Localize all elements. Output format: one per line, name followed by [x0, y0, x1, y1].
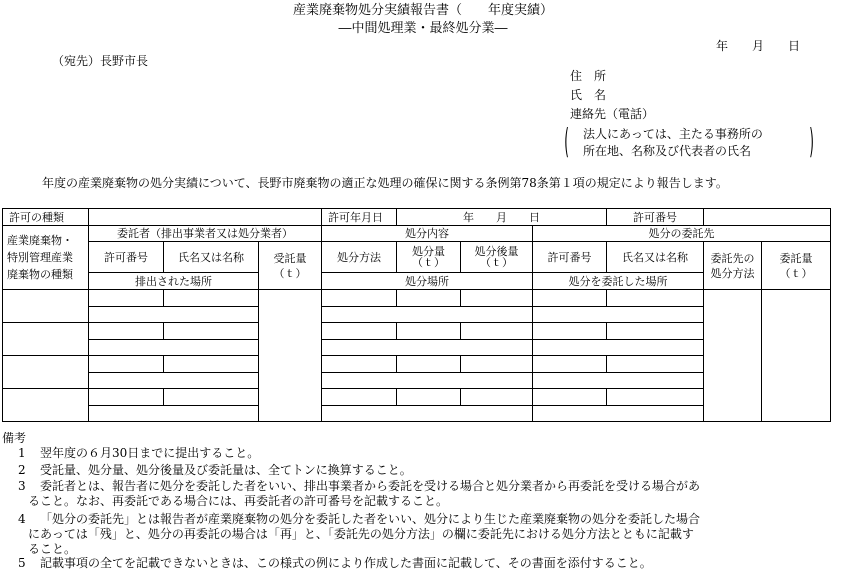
consignor-permit-no-cell[interactable] — [89, 323, 164, 340]
consigned-amount-cell[interactable] — [762, 290, 831, 422]
waste-type-cell[interactable] — [3, 356, 89, 389]
permit-number-field[interactable] — [704, 209, 831, 226]
consignor-name-cell[interactable] — [164, 290, 259, 307]
consigned-place-cell[interactable] — [533, 340, 704, 356]
waste-type-cell[interactable] — [3, 290, 89, 323]
disposal-amount-header: 処分量 （ｔ） — [397, 242, 461, 273]
received-amount-header: 受託量 （ｔ） — [259, 242, 322, 290]
report-date: 年 月 日 — [716, 39, 801, 53]
consignor-name-header: 氏名又は名称 — [164, 242, 259, 273]
consignee-permit-no-cell[interactable] — [533, 323, 607, 340]
disposal-method-cell[interactable] — [322, 290, 397, 307]
after-disposal-amount-header: 処分後量 （ｔ） — [461, 242, 533, 273]
note-item: 4 「処分の委託先」とは報告者が産業廃棄物の処分を委託した者をいい、処分により生じた産業廃棄物の処分を委託した場合 にあっては「残」と、処分の再委託の場合は「再」と、「委託先の処分方法」の欄に委託先における処分方法とともに記載す ること。 — [18, 512, 701, 556]
consignee-method-header: 委託先の 処分方法 — [704, 242, 762, 290]
discharge-place-cell[interactable] — [89, 307, 259, 323]
discharge-place-cell[interactable] — [89, 373, 259, 389]
disposal-method-cell[interactable] — [322, 389, 397, 406]
after-disposal-amount-cell[interactable] — [461, 356, 533, 373]
disposal-place-cell[interactable] — [322, 307, 533, 323]
disposal-place-cell[interactable] — [322, 373, 533, 389]
consigned-place-cell[interactable] — [533, 373, 704, 389]
consignee-name-cell[interactable] — [607, 389, 704, 406]
disposal-method-cell[interactable] — [322, 323, 397, 340]
disposal-amount-cell[interactable] — [397, 290, 461, 307]
consignee-method-cell[interactable] — [704, 290, 762, 422]
consignor-header: 委託者（排出事業者又は処分業者） — [89, 226, 322, 242]
left-brace: ( — [564, 122, 569, 162]
consignee-name-cell[interactable] — [607, 356, 704, 373]
disposal-consignee-header: 処分の委託先 — [533, 226, 831, 242]
disposal-content-header: 処分内容 — [322, 226, 533, 242]
contact-label: 連絡先（電話） — [570, 107, 655, 121]
note-item: 1 翌年度の６月30日までに提出すること。 — [18, 446, 260, 460]
consignee-name-header: 氏名又は名称 — [607, 242, 704, 273]
disposal-amount-cell[interactable] — [397, 356, 461, 373]
disposal-place-cell[interactable] — [322, 406, 533, 422]
consignee-name-cell[interactable] — [607, 290, 704, 307]
name-label: 氏 名 — [570, 88, 607, 102]
consignee-permit-no-cell[interactable] — [533, 356, 607, 373]
permit-type-label: 許可の種類 — [3, 209, 89, 226]
consigned-place-cell[interactable] — [533, 307, 704, 323]
after-disposal-amount-cell[interactable] — [461, 389, 533, 406]
permit-date-field[interactable]: 年 月 日 — [397, 209, 607, 226]
address-label: 住 所 — [570, 69, 607, 83]
right-brace: ) — [809, 122, 814, 162]
consignor-permit-no-cell[interactable] — [89, 290, 164, 307]
corporate-note — [564, 122, 814, 162]
waste-type-cell[interactable] — [3, 323, 89, 356]
disposal-method-header: 処分方法 — [322, 242, 397, 273]
consignor-permit-no-cell[interactable] — [89, 356, 164, 373]
discharge-place-cell[interactable] — [89, 340, 259, 356]
disposal-place-cell[interactable] — [322, 340, 533, 356]
consignor-permit-no-cell[interactable] — [89, 389, 164, 406]
discharge-place-header: 排出された場所 — [89, 273, 259, 290]
permit-number-label: 許可番号 — [607, 209, 704, 226]
disposal-amount-cell[interactable] — [397, 323, 461, 340]
consigned-amount-header: 委託量 （ｔ） — [762, 242, 831, 290]
consignee-permit-no-cell[interactable] — [533, 290, 607, 307]
corporate-note-line1: 法人にあっては、主たる事務所の — [583, 127, 763, 141]
consignee-permit-no-cell[interactable] — [533, 389, 607, 406]
disposal-table — [2, 208, 831, 422]
waste-type-cell[interactable] — [3, 389, 89, 422]
note-item: 3 委託者とは、報告者に処分を委託した者をいい、排出事業者から委託を受ける場合と処分業者から再委託を受ける場合があ ること。なお、再委託である場合には、再委託者の許可番号を記載すること。 — [18, 479, 701, 508]
consignor-permit-no-header: 許可番号 — [89, 242, 164, 273]
consignor-name-cell[interactable] — [164, 356, 259, 373]
received-amount-cell[interactable] — [259, 290, 322, 422]
report-subtitle: ―中間処理業・最終処分業― — [338, 21, 508, 36]
note-item: 5 記載事項の全てを記載できないときは、この様式の例により作成した書面に記載して、その書面を添付すること。 — [18, 556, 652, 570]
consigned-place-header: 処分を委託した場所 — [533, 273, 704, 290]
after-disposal-amount-cell[interactable] — [461, 323, 533, 340]
intro-text: 年度の産業廃棄物の処分実績について、長野市廃棄物の適正な処理の確保に関する条例第78条第１項の規定により報告します。 — [42, 176, 728, 190]
corporate-note-line2: 所在地、名称及び代表者の氏名 — [583, 144, 752, 158]
permit-type-field[interactable] — [89, 209, 322, 226]
consignor-name-cell[interactable] — [164, 323, 259, 340]
disposal-place-header: 処分場所 — [322, 273, 533, 290]
report-title: 産業廃棄物処分実績報告書（ 年度実績） — [292, 3, 553, 18]
permit-date-label: 許可年月日 — [322, 209, 397, 226]
note-item: 2 受託量、処分量、処分後量及び委託量は、全てトンに換算すること。 — [18, 463, 412, 477]
addressee: （宛先）長野市長 — [52, 54, 149, 68]
notes-heading: 備考 — [2, 431, 27, 445]
disposal-method-cell[interactable] — [322, 356, 397, 373]
consigned-place-cell[interactable] — [533, 406, 704, 422]
after-disposal-amount-cell[interactable] — [461, 290, 533, 307]
consignor-name-cell[interactable] — [164, 389, 259, 406]
discharge-place-cell[interactable] — [89, 406, 259, 422]
waste-type-header: 産業廃棄物・ 特別管理産業 廃棄物の種類 — [3, 226, 89, 290]
consignee-name-cell[interactable] — [607, 323, 704, 340]
consignee-permit-no-header: 許可番号 — [533, 242, 607, 273]
disposal-amount-cell[interactable] — [397, 389, 461, 406]
